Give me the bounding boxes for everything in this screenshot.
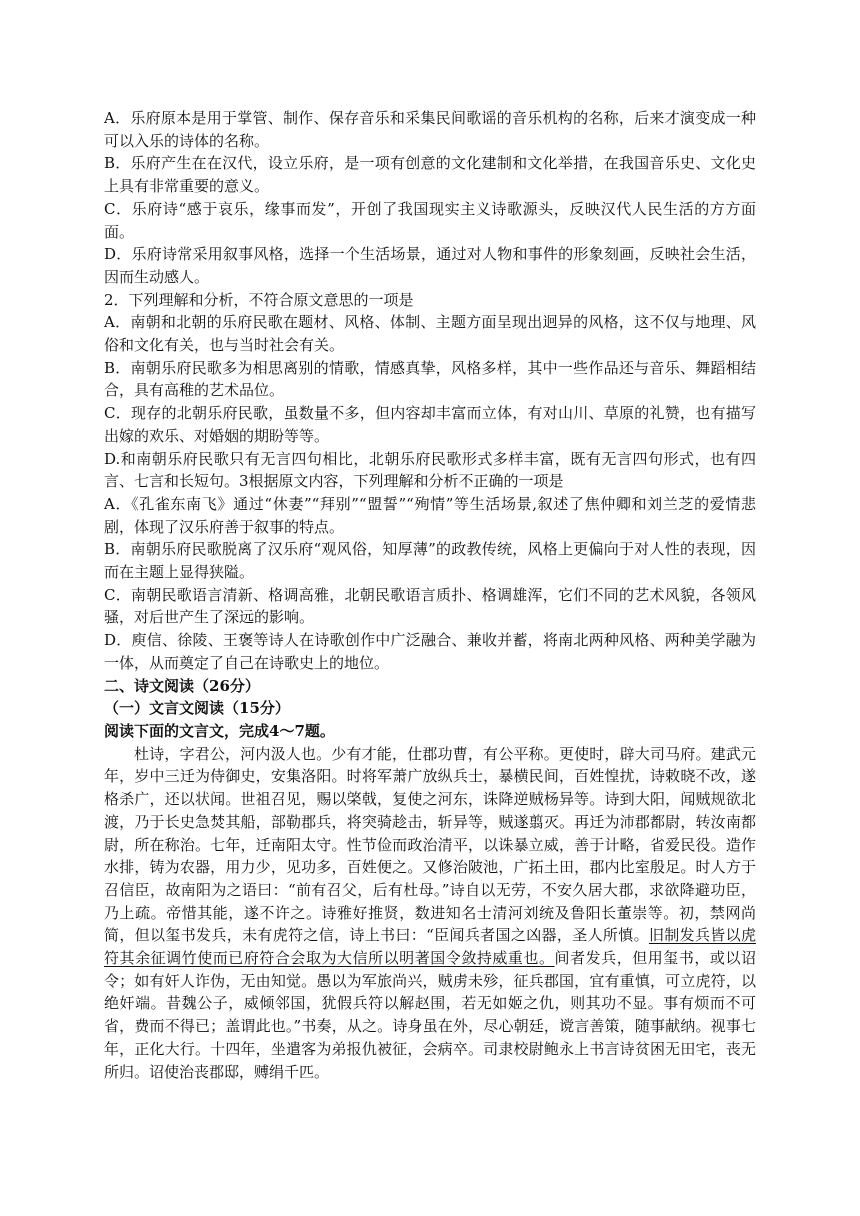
- q2-option-a: A．南朝和北朝的乐府民歌在题材、风格、体制、主题方面呈现出迥异的风格，这不仅与地理、风俗和文化有关，也与当时社会有关。: [104, 313, 756, 355]
- passage-text-after: 间者发兵，但用玺书，或以诏令；如有奸人诈伪，无由知觉。愚以为军旅尚兴，贼虏未殄，征兵郡国，宜有重慎，可立虎符，以绝奸端。昔魏公子，威倾邻国，犹假兵符以解赵围，若无如姬之仇，则其功不显。事有烦而不可省，费而不得已；盖谓此也。”书奏，从之。诗身虽在外，尽心朝廷，谠言善策，随事献纳。视事七年，正化大行。十四年，坐遣客为弟报仇被征，会病卒。司隶校尉鲍永上书言诗贫困无田宅，丧无所归。诏使治丧郡邸，赙绢千匹。: [104, 949, 756, 1081]
- q3-option-c: C．南朝民歌语言清新、格调高雅，北朝民歌语言质扑、格调雄浑，它们不同的艺术风貌，各领风骚，对后世产生了深远的影响。: [104, 585, 756, 627]
- q2-option-c: C．现存的北朝乐府民歌，虽数量不多，但内容却丰富而立体，有对山川、草原的礼赞，也有描写出嫁的欢乐、对婚姻的期盼等等。: [104, 404, 756, 445]
- subsection-title: （一）文言文阅读（15分）: [104, 699, 290, 718]
- q1-option-a: A．乐府原本是用于掌管、制作、保存音乐和采集民间歌谣的音乐机构的名称，后来才演变成一种可以入乐的诗体的名称。: [104, 109, 756, 150]
- section-title: 二、诗文阅读（26分）: [104, 676, 260, 695]
- classical-passage: [104, 743, 756, 1084]
- q1-option-c: C．乐府诗“感于哀乐，缘事而发”，开创了我国现实主义诗歌源头，反映汉代人民生活的方方面面。: [104, 199, 756, 241]
- instruction: 阅读下面的文言文，完成4～7题。: [104, 721, 335, 740]
- q2-option-b: B．南朝乐府民歌多为相思离别的情歌，情感真挚，风格多样，其中一些作品还与音乐、舞蹈相结合，具有高稚的艺术品位。: [104, 358, 756, 400]
- q1-option-b: B．乐府产生在在汉代，设立乐府，是一项有创意的文化建制和文化举措，在我国音乐史、文化史上具有非常重要的意义。: [104, 154, 756, 196]
- passage-text-before: 杜诗，字君公，河内汲人也。少有才能，仕郡功曹，有公平称。更使时，辟大司马府。建武元年，岁中三迁为侍御史，安集洛阳。时将军萧广放纵兵士，暴横民间，百姓惶扰，诗敕晓不改，遂格杀广，还以状闻。世祖召见，赐以棨戟，复使之河东，诛降逆贼杨异等。诗到大阳，闻贼规欲北渡，乃于长史急焚其船，部勒郡兵，将突骑趁击，斩异等，贼遂翦灭。再迁为沛郡都尉，转汝南都尉，所在称治。七年，迁南阳太守。性节俭而政治清平，以诛暴立威，善于计略，省爱民役。造作水排，铸为农器，用力少，见功多，百姓便之。又修治陂池，广拓土田，郡内比室殷足。时人方于召信臣，故南阳为之语曰：“前有召父，后有杜母。”诗自以无劳，不安久居大郡，求欲降避功臣，乃上疏。帝惜其能，遂不许之。诗雅好推贤，数进知名士清河刘统及鲁阳长董崇等。初，禁网尚简，但以玺书发兵，未有虎符之信，诗上书曰：“臣闻兵者国之凶器，圣人所慎。: [104, 744, 756, 945]
- underlined-sentence: 旧制发兵皆以虎符其余征调竹使而已府符合会取为大信所以明著国令敛持威重也。: [104, 926, 756, 968]
- q1-option-d: D．乐府诗常采用叙事风格，选择一个生活场景，通过对人物和事件的形象刻画，反映社会生活，因而生动感人。: [104, 245, 756, 286]
- q2-option-d: D.和南朝乐府民歌只有无言四句相比，北朝乐府民歌形式多样丰富，既有无言四句形式，也有四言、七言和长短句。3根据原文内容，下列理解和分析不正确的一项是: [104, 449, 756, 491]
- document-content: [104, 107, 756, 1083]
- q3-option-b: B．南朝乐府民歌脱离了汉乐府“观风俗，知厚薄”的政教传统，风格上更偏向于对人性的表现，因而在主题上显得狭隘。: [104, 540, 756, 582]
- q2-stem: 2．下列理解和分析，不符合原文意思的一项是: [104, 290, 414, 309]
- q3-option-a: A．《孔雀东南飞》通过“休妻”“拜别”“盟誓”“殉情”等生活场景,叙述了焦仲卿和刘兰芝的爱情悲剧，体现了汉乐府善于叙事的特点。: [104, 494, 756, 536]
- q3-option-d: D．庾信、徐陵、王褒等诗人在诗歌创作中广泛融合、兼收并蓄，将南北两种风格、两种美学融为一体，从而奠定了自己在诗歌史上的地位。: [104, 631, 756, 672]
